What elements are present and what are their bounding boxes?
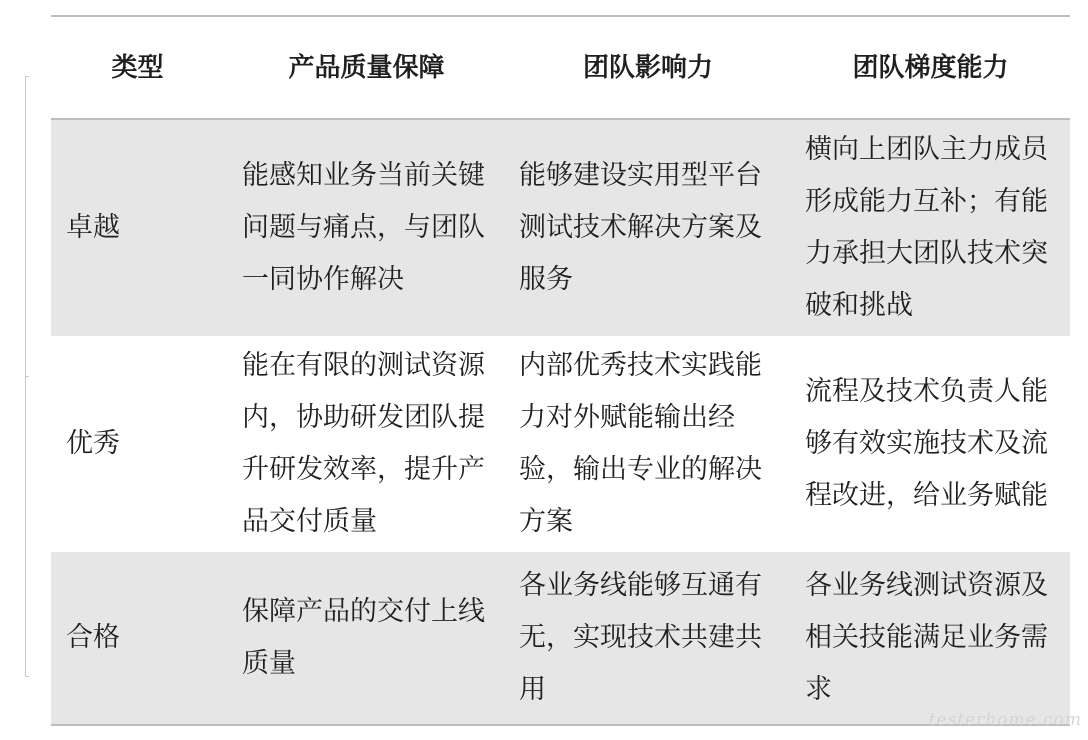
- header-type: 类型: [111, 52, 164, 83]
- header-team-influence: 团队影响力: [582, 52, 713, 83]
- row-gradient-text: 各业务线测试资源及相关技能满足业务需求: [805, 570, 1048, 705]
- row-gradient-text: 横向上团队主力成员形成能力互补；有能力承担大团队技术突破和挑战: [805, 134, 1048, 321]
- row-type-label: 卓越: [66, 212, 120, 243]
- table-header-row: [51, 17, 1070, 120]
- side-tick-top: [25, 76, 29, 77]
- table-row: [51, 120, 1070, 336]
- row-quality-text: 保障产品的交付上线质量: [242, 596, 485, 679]
- row-influence-text: 内部优秀技术实践能力对外赋能输出经验，输出专业的解决方案: [519, 350, 762, 537]
- row-gradient-text: 流程及技术负责人能够有效实施技术及流程改进，给业务赋能: [805, 376, 1048, 511]
- table-row: [51, 552, 1070, 724]
- table-row: [51, 336, 1070, 552]
- row-type-label: 合格: [66, 622, 120, 653]
- row-quality-text: 能感知业务当前关键问题与痛点，与团队一同协作解决: [242, 160, 485, 295]
- header-team-gradient: 团队梯度能力: [852, 52, 1009, 83]
- header-product-quality: 产品质量保障: [288, 52, 445, 83]
- row-type-label: 优秀: [66, 428, 120, 459]
- side-tick-bottom: [25, 676, 29, 677]
- watermark: testerhome.com: [928, 710, 1082, 730]
- capability-table: [51, 15, 1070, 726]
- row-influence-text: 能够建设实用型平台测试技术解决方案及服务: [519, 160, 762, 295]
- side-tick-middle: [25, 376, 29, 377]
- row-quality-text: 能在有限的测试资源内，协助研发团队提升研发效率，提升产品交付质量: [242, 350, 485, 537]
- row-influence-text: 各业务线能够互通有无，实现技术共建共用: [519, 570, 762, 705]
